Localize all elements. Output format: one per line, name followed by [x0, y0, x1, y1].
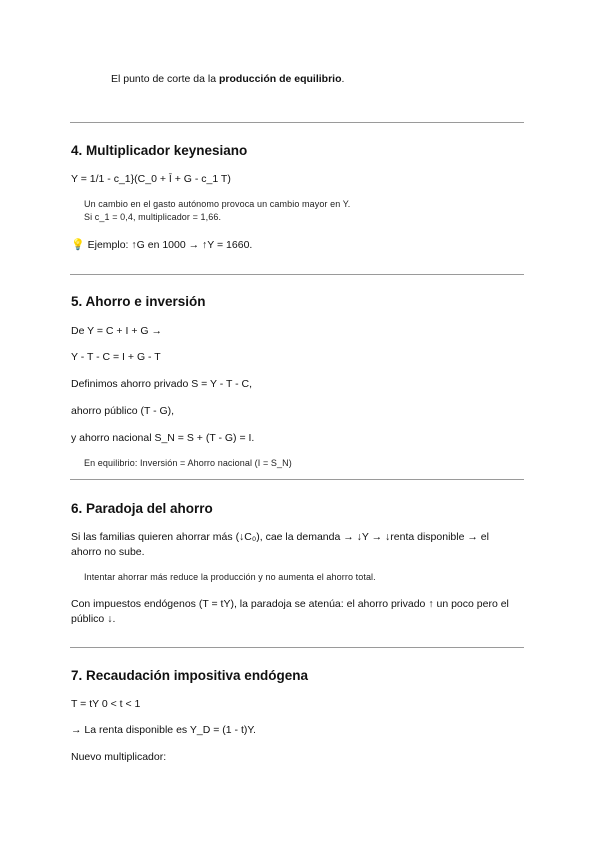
intro-text-bold: producción de equilibrio: [219, 73, 342, 85]
section-5-line-5: y ahorro nacional S_N = S + (T - G) = I.: [71, 432, 255, 444]
section-5-line-4: ahorro público (T - G),: [71, 405, 175, 417]
section-4-formula: Y = 1/1 - c_1}(C_0 + Ī + G - c_1 T): [71, 173, 231, 185]
section-5-line-1: De Y = C + I + G →: [71, 325, 162, 337]
section-6-para-1: Si las familias quieren ahorrar más (↓C₀), cae la demanda → ↓Y → ↓renta disponible → el ahorro no sube.: [71, 531, 489, 558]
section-7-line-2: → La renta disponible es Y_D = (1 - t)Y.: [71, 724, 256, 736]
intro-text-suffix: .: [341, 73, 345, 85]
section-6-para-2: Con impuestos endógenos (T = tY), la paradoja se atenúa: el ahorro privado ↑ un poco pero el público ↓.: [71, 598, 509, 625]
section-4-example-text: Ejemplo: ↑G en 1000 → ↑Y = 1660.: [87, 239, 253, 251]
intro-line: [111, 72, 344, 86]
section-4-example: [71, 238, 252, 252]
section-5-note: En equilibrio: Inversión = Ahorro nacional (I = S_N): [84, 458, 292, 468]
section-5-line-3: Definimos ahorro privado S = Y - T - C,: [71, 378, 253, 390]
intro-text-prefix: El punto de corte da la: [111, 73, 219, 85]
section-5-title: 5. Ahorro e inversión: [71, 294, 206, 309]
section-4-note-1: Un cambio en el gasto autónomo provoca un cambio mayor en Y.: [84, 199, 351, 209]
section-5-line-2: Y - T - C = I + G - T: [71, 351, 161, 363]
section-7-line-3: Nuevo multiplicador:: [71, 751, 167, 763]
divider: [70, 647, 524, 648]
section-4-note-2: Si c_1 = 0,4, multiplicador = 1,66.: [84, 212, 222, 222]
divider: [70, 479, 524, 480]
divider: [70, 122, 524, 123]
section-6-title: 6. Paradoja del ahorro: [71, 501, 213, 516]
section-4-title: 4. Multiplicador keynesiano: [71, 143, 248, 158]
section-7-line-1: T = tY 0 < t < 1: [71, 698, 141, 710]
section-6-note: Intentar ahorrar más reduce la producción y no aumenta el ahorro total.: [84, 572, 376, 582]
section-7-title: 7. Recaudación impositiva endógena: [71, 668, 309, 683]
divider: [70, 274, 524, 275]
lightbulb-icon: 💡: [71, 239, 85, 251]
